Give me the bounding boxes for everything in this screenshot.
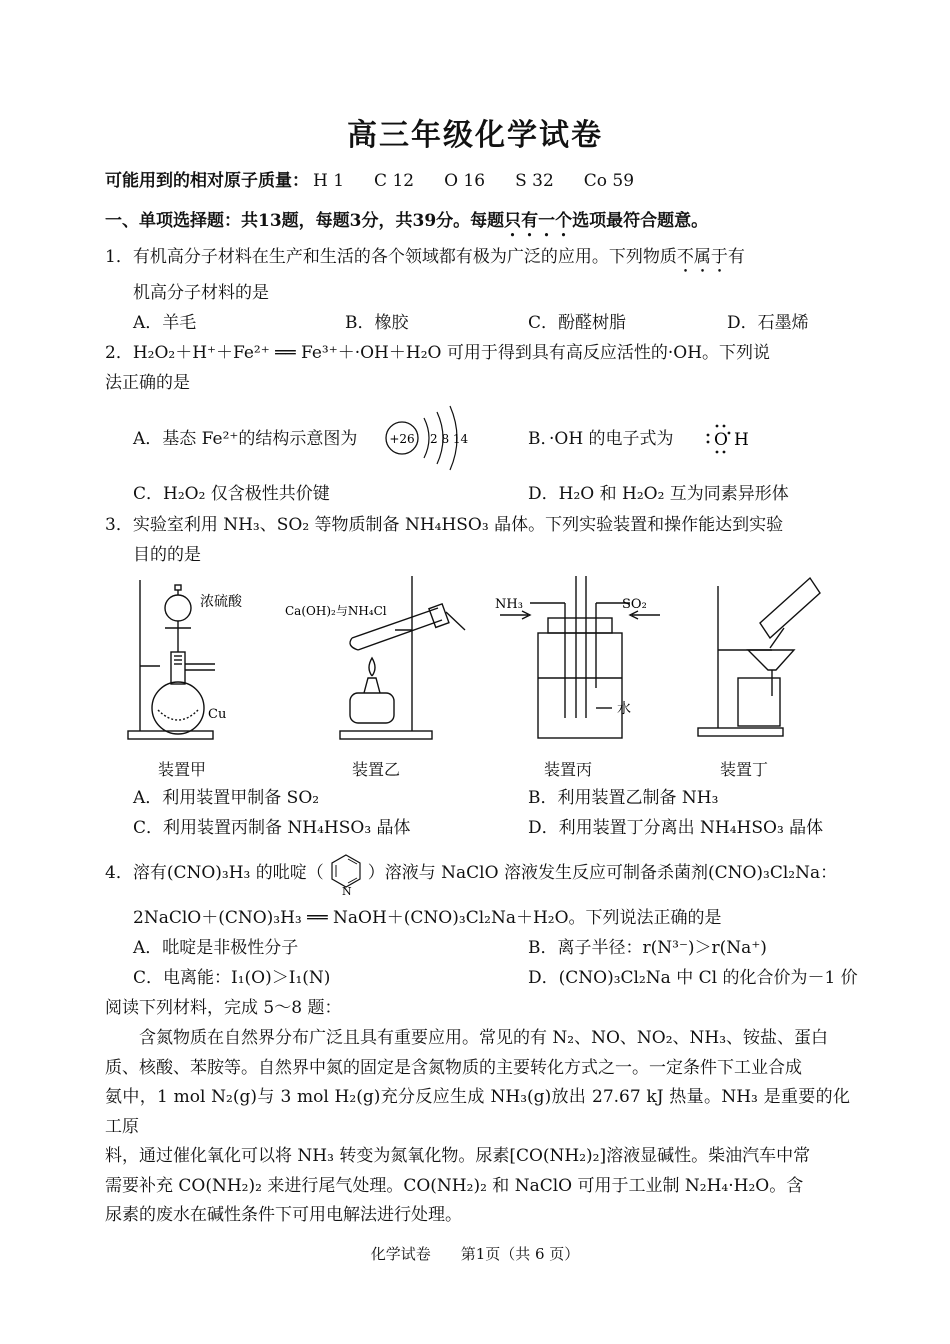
q1-option-d: D．石墨烯: [727, 313, 809, 333]
reading-line: 含氮物质在自然界分布广泛且具有重要应用。常见的有 N₂、NO、NO₂、NH₃、铵盐、蛋白: [105, 1028, 829, 1048]
q4-stem: [105, 862, 838, 897]
q4-equation: 2NaClO＋(CNO)₃H₃ ══ NaOH＋(CNO)₃Cl₂Na＋H₂O。下列说法正确的是: [133, 908, 722, 928]
page-footer: 化学试卷 第1页（共 6 页）: [370, 1245, 580, 1263]
page-title: 高三年级化学试卷: [347, 118, 603, 153]
shell-electrons-label: 2 8 14: [430, 432, 469, 446]
caption-apparatus-b: 装置乙: [352, 760, 401, 779]
label-conc-acid: 浓硫酸: [200, 594, 242, 610]
apparatus-b: [340, 576, 465, 739]
hydrogen-symbol: H: [734, 430, 749, 450]
q3-option-b: B．利用装置乙制备 NH₃: [528, 788, 719, 808]
label-so2: SO₂: [622, 597, 647, 612]
atomic-masses: [105, 170, 664, 192]
q4-option-d: D．(CNO)₃Cl₂Na 中 Cl 的化合价为－1 价: [528, 968, 858, 988]
q2-option-a: A．基态 Fe²⁺的结构示意图为: [133, 429, 358, 449]
nucleus-label: +26: [389, 432, 415, 446]
q3-stem: 3．实验室利用 NH₃、SO₂ 等物质制备 NH₄HSO₃ 晶体。下列实验装置和操作能达到实验: [105, 515, 784, 535]
fe-ion-structure-diagram: [382, 400, 482, 480]
atomic-masses-label: 可能用到的相对原子质量：: [105, 171, 309, 191]
q1-stem-emph: 不属于: [676, 247, 728, 267]
reading-passage: [105, 1024, 850, 1231]
reading-line: 质、核酸、苯胺等。自然界中氮的固定是含氮物质的主要转化方式之一。一定条件下工业合成: [105, 1057, 802, 1078]
apparatus-figure: [120, 568, 840, 748]
q2-option-d: D．H₂O 和 H₂O₂ 互为同素异形体: [528, 484, 789, 504]
q1-stem: [105, 246, 745, 277]
q1-option-b: B．橡胶: [345, 313, 409, 333]
q1-stem-pre: 1．有机高分子材料在生产和生活的各个领域都有极为广泛的应用。下列物质: [105, 247, 677, 267]
reading-line: 需要补充 CO(NH₂)₂ 来进行尾气处理。CO(NH₂)₂ 和 NaClO 可用于工业制 N₂H₄·H₂O。含: [105, 1175, 804, 1196]
q2-option-b: B．·OH 的电子式为: [528, 429, 674, 449]
reading-line: 氨中，1 mol N₂(g)与 3 mol H₂(g)充分反应生成 NH₃(g)放出 27.67 kJ 热量。NH₃ 是重要的化工原: [105, 1087, 850, 1137]
apparatus-d: [698, 578, 820, 736]
q1-stem-post: 有: [727, 247, 745, 267]
oxygen-symbol: O: [714, 430, 728, 450]
reading-intro: 阅读下列材料，完成 5～8 题：: [105, 998, 342, 1018]
section-heading-emph: 只有一个: [504, 211, 573, 231]
reading-line: 尿素的废水在碱性条件下可用电解法进行处理。: [105, 1205, 462, 1225]
q4-option-c: C．电离能：I₁(O)＞I₁(N): [133, 968, 331, 988]
q4-stem-post: ）溶液与 NaClO 溶液发生反应可制备杀菌剂(CNO)₃Cl₂Na：: [367, 863, 838, 883]
q3-option-d: D．利用装置丁分离出 NH₄HSO₃ 晶体: [528, 818, 824, 838]
label-cu: Cu: [208, 707, 227, 722]
q4-option-b: B．离子半径：r(N³⁻)＞r(Na⁺): [528, 938, 767, 958]
label-nh3: NH₃: [495, 597, 523, 612]
reading-line: 料，通过催化氧化可以将 NH₃ 转变为氮氧化物。尿素[CO(NH₂)₂]溶液显碱性。柴油汽车中常: [105, 1146, 811, 1166]
atomic-mass-item: H 1: [313, 171, 345, 191]
q1-stem-line2: 机高分子材料的是: [133, 283, 269, 303]
atomic-mass-item: O 16: [444, 171, 486, 191]
label-water: 水: [617, 701, 631, 717]
section-heading: [105, 210, 708, 241]
section-heading-post: 选项最符合题意。: [572, 211, 709, 231]
label-caoh-nh4cl: Ca(OH)₂与NH₄Cl: [285, 604, 387, 618]
q1-option-a: A．羊毛: [133, 313, 197, 333]
q1-option-c: C．酚醛树脂: [528, 313, 627, 333]
caption-apparatus-d: 装置丁: [720, 760, 769, 779]
q2-stem: 2．H₂O₂＋H⁺＋Fe²⁺ ══ Fe³⁺＋·OH＋H₂O 可用于得到具有高反应活性的·OH。下列说: [105, 343, 771, 363]
q4-stem-pre: 4．溶有(CNO)₃H₃ 的吡啶（: [105, 863, 324, 883]
oh-electron-formula: [700, 420, 760, 460]
caption-apparatus-a: 装置甲: [158, 760, 207, 779]
q3-stem-line2: 目的的是: [133, 545, 201, 565]
q3-option-c: C．利用装置丙制备 NH₄HSO₃ 晶体: [133, 818, 411, 838]
pyridine-structure: [326, 851, 366, 897]
q2-stem-line2: 法正确的是: [105, 373, 190, 393]
atomic-mass-item: S 32: [515, 171, 554, 191]
section-heading-pre: 一、单项选择题：共13题，每题3分，共39分。每题: [105, 211, 505, 231]
caption-apparatus-c: 装置丙: [544, 760, 593, 779]
pyridine-nitrogen: N: [341, 884, 352, 897]
q3-option-a: A．利用装置甲制备 SO₂: [133, 788, 320, 808]
atomic-mass-item: Co 59: [583, 171, 635, 191]
q4-option-a: A．吡啶是非极性分子: [133, 938, 299, 958]
q2-option-c: C．H₂O₂ 仅含极性共价键: [133, 484, 330, 504]
atomic-mass-item: C 12: [374, 171, 415, 191]
